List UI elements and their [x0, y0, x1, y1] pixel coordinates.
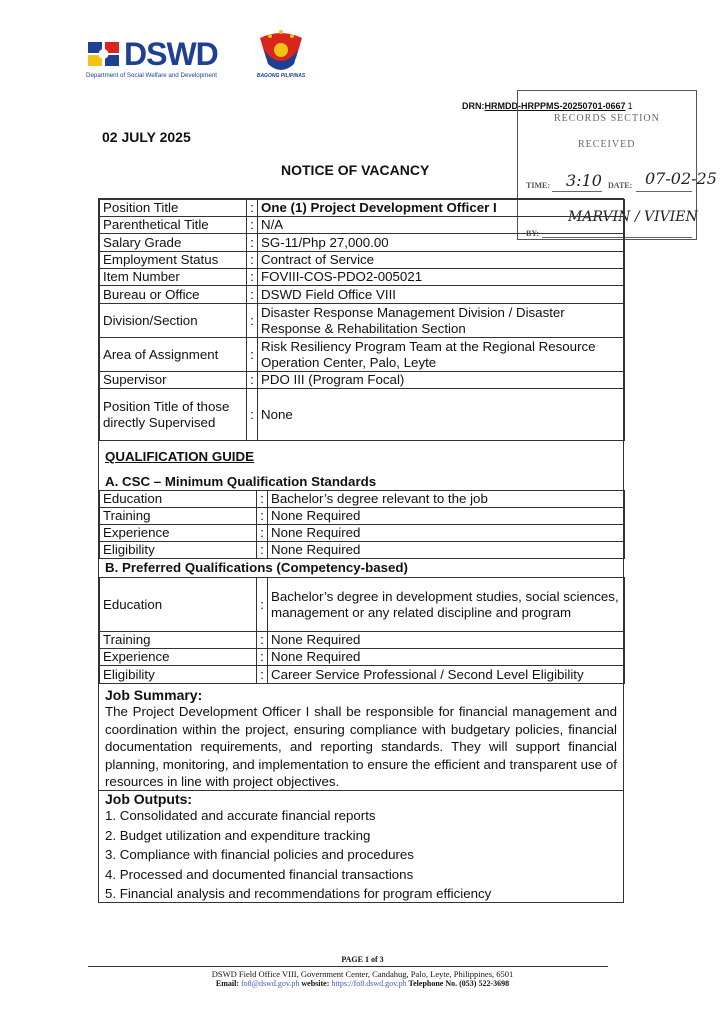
table-row — [100, 286, 625, 304]
row-separator: : — [247, 304, 258, 338]
row-value: FOVIII-COS-PDO2-005021 — [258, 269, 625, 286]
row-value: None Required — [268, 632, 625, 649]
row-label: Supervisor — [100, 372, 247, 389]
row-separator: : — [257, 542, 268, 559]
qualification-heading: QUALIFICATION GUIDE — [105, 449, 254, 464]
row-separator: : — [247, 372, 258, 389]
row-value: Disaster Response Management Division / Disaster Response & Rehabilitation Section — [258, 304, 625, 338]
row-separator: : — [247, 200, 258, 217]
row-value: Risk Resiliency Program Team at the Regional Resource Operation Center, Palo, Leyte — [258, 338, 625, 372]
list-item: 5. Financial analysis and recommendations for program efficiency — [105, 886, 492, 901]
job-summary-heading: Job Summary: — [105, 687, 203, 703]
website-label: website: — [301, 979, 330, 988]
row-label: Division/Section — [100, 304, 247, 338]
row-value: N/A — [258, 217, 625, 234]
footer-address: DSWD Field Office VIII, Government Center, Candahug, Palo, Leyte, Philippines, 6501 — [211, 969, 514, 979]
row-separator: : — [257, 649, 268, 666]
drn-suffix: 1 — [627, 101, 633, 111]
job-outputs-heading: Job Outputs: — [105, 791, 193, 807]
notice-content-box — [98, 198, 624, 903]
job-summary-text: The Project Development Officer I shall be responsible for financial management and coordination within the project, ensuring compliance with budgetary policies, financial documentation requirements, and reporting standards. They will support financial planning, monitoring, and implementation to ensure the efficient and transparent use of resources in line with project objectives. — [105, 704, 617, 789]
row-separator: : — [247, 338, 258, 372]
row-label: Area of Assignment — [100, 338, 247, 372]
row-separator: : — [257, 525, 268, 542]
bagong-pilipinas-emblem-icon — [250, 28, 312, 74]
phone-label: Telephone No. — [408, 979, 458, 988]
row-label: Bureau or Office — [100, 286, 247, 304]
row-label: Experience — [100, 525, 257, 542]
website-link[interactable]: https://fo8.dswd.gov.ph — [331, 979, 407, 988]
row-value: One (1) Project Development Officer I — [258, 200, 625, 217]
position-details-table — [99, 199, 625, 441]
footer-divider — [88, 966, 608, 967]
row-separator: : — [247, 286, 258, 304]
table-row — [100, 338, 625, 372]
preferred-heading: B. Preferred Qualifications (Competency-based) — [105, 560, 408, 575]
drn-number: HRMDD-HRPPMS-20250701-0667 — [484, 101, 626, 111]
stamp-by-value: MARVIN / VIVIEN — [568, 209, 698, 225]
list-item: 4. Processed and documented financial transactions — [105, 866, 414, 882]
row-separator: : — [247, 389, 258, 441]
row-value: None Required — [268, 649, 625, 666]
footer-contact — [0, 979, 725, 988]
row-label: Education — [100, 578, 257, 632]
csc-heading: A. CSC – Minimum Qualification Standards — [105, 474, 377, 489]
row-label: Training — [100, 632, 257, 649]
row-label: Position Title of those directly Supervised — [100, 389, 247, 441]
bagong-pilipinas-logo — [250, 28, 312, 82]
table-row — [100, 217, 625, 234]
stamp-time-label: TIME: — [526, 181, 550, 190]
stamp-title: RECORDS SECTION — [554, 113, 660, 124]
row-value: None — [258, 389, 625, 441]
logo-wordmark: DSWD — [124, 36, 218, 72]
row-label: Education — [100, 491, 257, 508]
row-value: None Required — [268, 508, 625, 525]
row-separator: : — [257, 508, 268, 525]
logo-tagline: Department of Social Welfare and Development — [86, 72, 217, 79]
row-label: Training — [100, 508, 257, 525]
preferred-qualifications-table — [99, 577, 625, 684]
table-row — [100, 304, 625, 338]
row-value: PDO III (Program Focal) — [258, 372, 625, 389]
stamp-received: RECEIVED — [578, 139, 636, 150]
row-separator: : — [247, 252, 258, 269]
list-item: 1. Consolidated and accurate financial reports — [105, 808, 376, 823]
table-row — [100, 525, 625, 542]
table-row — [100, 389, 625, 441]
stamp-by-label: BY: — [526, 229, 540, 238]
stamp-date-value: 07-02-25 — [645, 169, 717, 188]
row-value: None Required — [268, 542, 625, 559]
table-row — [100, 578, 625, 632]
table-row — [100, 372, 625, 389]
bagong-pilipinas-label: BAGONG PILIPINAS — [256, 73, 306, 79]
table-row — [100, 491, 625, 508]
table-row — [100, 508, 625, 525]
dswd-logo — [86, 38, 236, 84]
row-separator: : — [247, 217, 258, 234]
row-separator: : — [257, 666, 268, 684]
dswd-emblem-icon — [86, 40, 122, 68]
table-row — [100, 666, 625, 684]
row-label: Position Title — [100, 200, 247, 217]
table-row — [100, 632, 625, 649]
row-value: Career Service Professional / Second Level Eligibility — [268, 666, 625, 684]
page-number: PAGE 1 of 3 — [341, 955, 384, 964]
row-separator: : — [257, 632, 268, 649]
table-row — [100, 269, 625, 286]
row-label: Eligibility — [100, 666, 257, 684]
row-value: SG-11/Php 27,000.00 — [258, 234, 625, 252]
row-label: Parenthetical Title — [100, 217, 247, 234]
row-label: Item Number — [100, 269, 247, 286]
phone-number: (053) 522-3698 — [459, 979, 510, 988]
stamp-date-label: DATE: — [608, 181, 633, 190]
row-value: Contract of Service — [258, 252, 625, 269]
job-outputs-list — [105, 806, 491, 904]
row-separator: : — [247, 269, 258, 286]
csc-standards-table — [99, 490, 625, 559]
email-label: Email: — [215, 979, 239, 988]
row-separator: : — [247, 234, 258, 252]
table-row — [100, 200, 625, 217]
table-row — [100, 252, 625, 269]
row-value: Bachelor’s degree in development studies, social sciences, management or any related discipline and program — [268, 578, 625, 632]
row-separator: : — [257, 578, 268, 632]
row-separator: : — [257, 491, 268, 508]
list-item: 3. Compliance with financial policies and procedures — [105, 847, 414, 862]
row-value: Bachelor’s degree relevant to the job — [268, 491, 625, 508]
table-row — [100, 542, 625, 559]
row-value: None Required — [268, 525, 625, 542]
row-label: Experience — [100, 649, 257, 666]
drn-label: DRN: — [462, 101, 485, 111]
email-link[interactable]: fo8@dswd.gov.ph — [240, 979, 300, 988]
row-value: DSWD Field Office VIII — [258, 286, 625, 304]
table-row — [100, 234, 625, 252]
row-label: Salary Grade — [100, 234, 247, 252]
stamp-time-value: 3:10 — [566, 171, 602, 190]
row-label: Eligibility — [100, 542, 257, 559]
page-title: NOTICE OF VACANCY — [281, 162, 430, 178]
table-row — [100, 649, 625, 666]
list-item: 2. Budget utilization and expenditure tracking — [105, 827, 371, 843]
notice-date: 02 JULY 2025 — [102, 129, 191, 145]
row-label: Employment Status — [100, 252, 247, 269]
